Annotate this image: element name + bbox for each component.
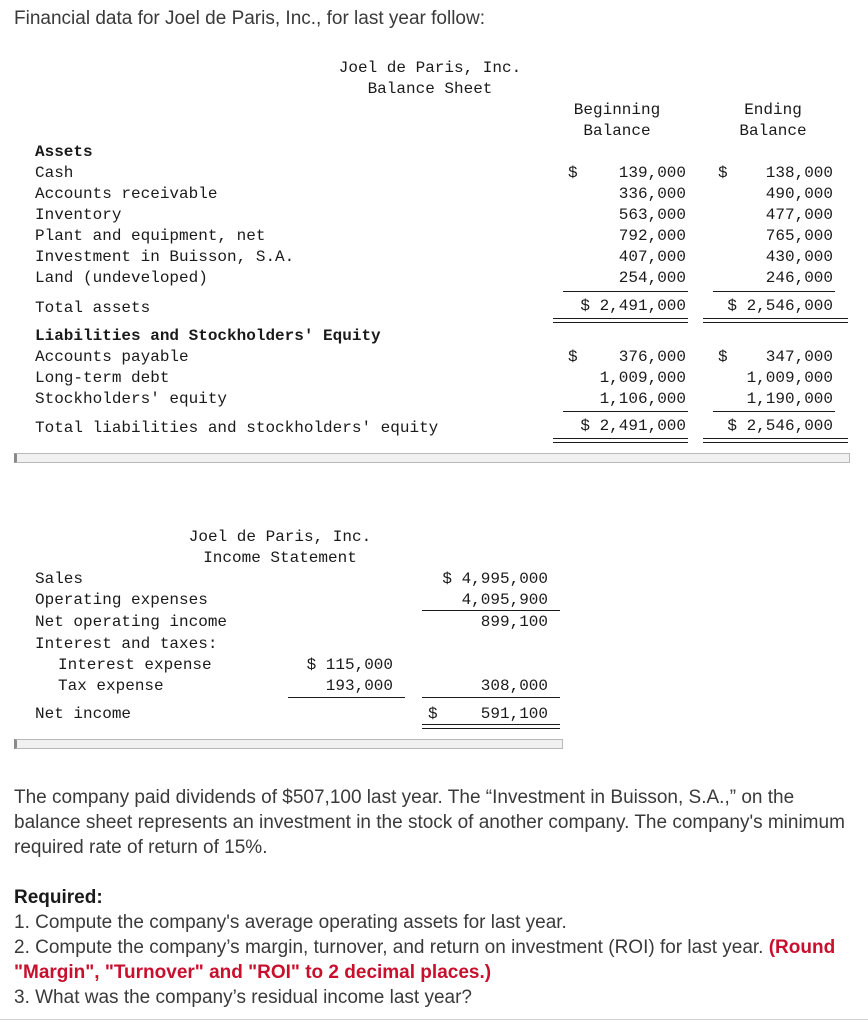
asset-begin-value: 407,000 (618, 248, 686, 266)
asset-end-value: 490,000 (765, 185, 833, 203)
asset-label: Cash (35, 164, 74, 182)
opex-label: Operating expenses (35, 591, 208, 609)
question-1: 1. Compute the company's average operating assets for last year. (14, 912, 567, 933)
sales-label: Sales (35, 570, 84, 588)
sales-value: $ 4,995,000 (442, 570, 548, 588)
question-3: 3. What was the company’s residual income last year? (14, 987, 472, 1008)
assets-heading: Assets (35, 143, 93, 161)
noi-value: 899,100 (480, 613, 548, 631)
liability-begin-value: 1,009,000 (599, 369, 686, 387)
asset-end-value: 765,000 (765, 227, 833, 245)
liability-end-value: 1,009,000 (746, 369, 833, 387)
opex-value: 4,095,900 (461, 591, 548, 609)
dollar-sign: $ (718, 348, 728, 366)
liability-label: Stockholders' equity (35, 390, 228, 408)
bottom-divider (0, 1019, 868, 1020)
double-rule (703, 438, 848, 443)
noi-label: Net operating income (35, 613, 228, 631)
question-2-text: 2. Compute the company’s margin, turnover, and return on investment (ROI) for last year. (14, 937, 764, 958)
subtotal-rule (713, 291, 835, 292)
subtotal-rule (563, 291, 688, 292)
bs-title: Balance Sheet (367, 80, 493, 98)
liability-label: Accounts payable (35, 348, 189, 366)
total-liabilities-end: $ 2,546,000 (727, 417, 833, 435)
asset-end-value: 246,000 (765, 269, 833, 287)
double-rule (422, 724, 560, 729)
asset-begin-value: 336,000 (618, 185, 686, 203)
total-assets-end: $ 2,546,000 (727, 297, 833, 315)
liability-end-value: 1,190,000 (746, 390, 833, 408)
col-ending-line2: Balance (739, 122, 807, 140)
intro-text: Financial data for Joel de Paris, Inc., for last year follow: (14, 8, 485, 29)
asset-begin-value: 254,000 (618, 269, 686, 287)
required-heading: Required: (14, 887, 103, 908)
liabilities-heading: Liabilities and Stockholders' Equity (35, 327, 381, 345)
asset-label: Land (undeveloped) (35, 269, 208, 287)
col-beginning-line2: Balance (583, 122, 651, 140)
dollar-sign: $ (568, 348, 578, 366)
double-rule (553, 438, 688, 443)
tax-expense-value: 193,000 (325, 677, 393, 695)
interest-taxes-total: 308,000 (480, 677, 548, 695)
double-rule (553, 318, 688, 323)
problem-paragraph: The company paid dividends of $507,100 last year. The “Investment in Buisson, S.A.,” on the balance sheet represents an investment in the stock of another company. The company's minimum required rate of return of 15%. (14, 787, 845, 858)
is-company: Joel de Paris, Inc. (188, 528, 372, 546)
asset-label: Investment in Buisson, S.A. (35, 248, 295, 266)
total-assets-begin: $ 2,491,000 (580, 297, 686, 315)
bs-company: Joel de Paris, Inc. (338, 59, 522, 77)
asset-label: Inventory (35, 206, 122, 224)
net-income-value: 591,100 (480, 705, 548, 723)
subtotal-rule (563, 411, 688, 412)
subtotal-rule (713, 411, 835, 412)
interest-taxes-label: Interest and taxes: (35, 635, 218, 653)
total-assets-label: Total assets (35, 299, 151, 317)
subtotal-rule (422, 610, 560, 611)
liability-label: Long-term debt (35, 369, 170, 387)
dollar-sign: $ (568, 164, 578, 182)
liability-begin-value: 376,000 (618, 348, 686, 366)
asset-label: Plant and equipment, net (35, 227, 266, 245)
question-2 (14, 935, 859, 985)
col-beginning-line1: Beginning (573, 101, 661, 119)
asset-end-value: 430,000 (765, 248, 833, 266)
asset-end-value: 477,000 (765, 206, 833, 224)
tax-expense-label: Tax expense (58, 677, 164, 695)
liability-end-value: 347,000 (765, 348, 833, 366)
subtotal-rule (422, 697, 560, 698)
rounding-note: (Round "Margin", "Turnover" and "ROI" to 2 decimal places.) (14, 937, 836, 983)
asset-begin-value: 139,000 (618, 164, 686, 182)
total-liabilities-begin: $ 2,491,000 (580, 417, 686, 435)
dollar-sign: $ (718, 164, 728, 182)
interest-expense-value: $ 115,000 (306, 656, 393, 674)
asset-begin-value: 792,000 (618, 227, 686, 245)
horizontal-scrollbar[interactable] (14, 453, 850, 463)
interest-expense-label: Interest expense (58, 656, 212, 674)
double-rule (703, 318, 848, 323)
asset-begin-value: 563,000 (618, 206, 686, 224)
col-ending-line1: Ending (744, 101, 802, 119)
asset-end-value: 138,000 (765, 164, 833, 182)
is-title: Income Statement (203, 549, 357, 567)
horizontal-scrollbar[interactable] (14, 739, 563, 749)
subtotal-rule (288, 697, 405, 698)
net-income-label: Net income (35, 705, 132, 723)
total-liabilities-label: Total liabilities and stockholders' equity (35, 419, 439, 437)
asset-label: Accounts receivable (35, 185, 218, 203)
liability-begin-value: 1,106,000 (599, 390, 686, 408)
dollar-sign: $ (428, 705, 438, 723)
